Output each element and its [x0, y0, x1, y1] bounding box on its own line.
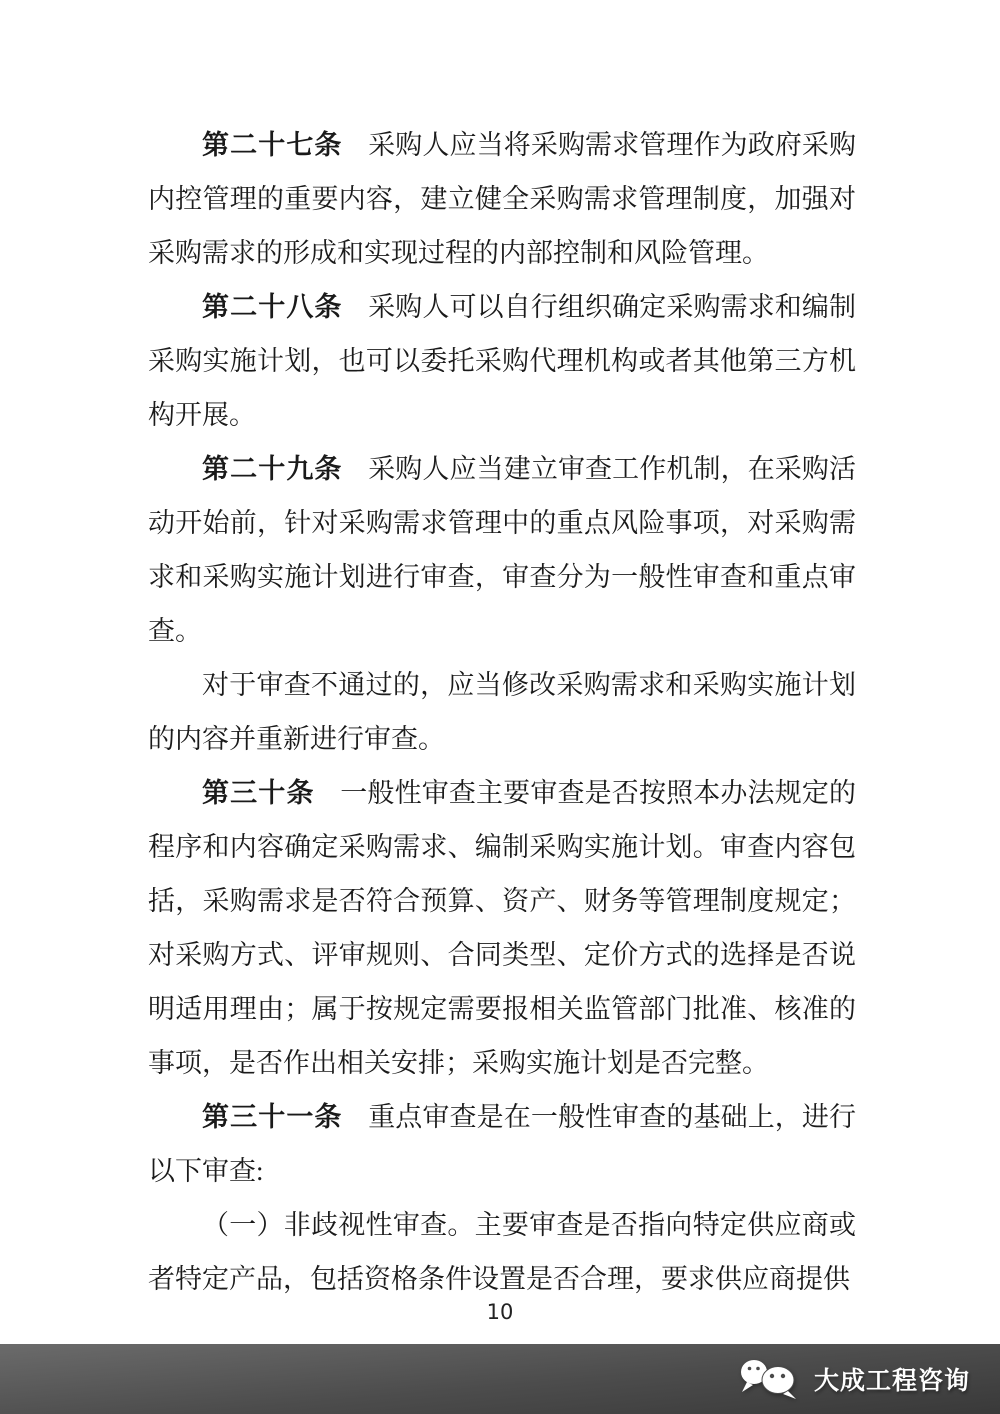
article-number: 第三十一条 — [202, 1102, 343, 1132]
article-number: 第二十九条 — [202, 454, 343, 484]
paragraph-article-30 — [148, 766, 856, 1090]
paragraph-text: 采购人应当建立审查工作机制，在采购活动开始前，针对采购需求管理中的重点风险事项，对采购需求和采购实施计划进行审查，审查分为一般性审查和重点审查。 — [148, 454, 857, 646]
document-body — [148, 118, 856, 1306]
paragraph-text: 采购人可以自行组织确定采购需求和编制采购实施计划，也可以委托采购代理机构或者其他第三方机构开展。 — [148, 292, 857, 430]
wechat-icon — [738, 1357, 804, 1401]
article-number: 第三十条 — [202, 778, 315, 808]
paragraph-review-failure — [148, 658, 856, 766]
article-number: 第二十七条 — [202, 130, 343, 160]
paragraph-article-27 — [148, 118, 856, 280]
paragraph-text: 重点审查是在一般性审查的基础上，进行以下审查: — [148, 1102, 857, 1186]
brand — [738, 1357, 970, 1401]
paragraph-text: （一）非歧视性审查。主要审查是否指向特定供应商或者特定产品，包括资格条件设置是否合理，要求供应商提供 — [148, 1210, 856, 1294]
paragraph-text: 一般性审查主要审查是否按照本办法规定的程序和内容确定采购需求、编制采购实施计划。审查内容包括，采购需求是否符合预算、资产、财务等管理制度规定；对采购方式、评审规则、合同类型、定价方式的选择是否说明适用理由；属于按规定需要报相关监管部门批准、核准的事项，是否作出相关安排；采购实施计划是否完整。 — [148, 778, 857, 1078]
brand-name: 大成工程咨询 — [813, 1368, 970, 1395]
page-number: 10 — [486, 1300, 514, 1324]
paragraph-article-29 — [148, 442, 856, 658]
paragraph-item-1 — [148, 1198, 856, 1306]
paragraph-text: 对于审查不通过的，应当修改采购需求和采购实施计划的内容并重新进行审查。 — [148, 670, 856, 754]
paragraph-text: 采购人应当将采购需求管理作为政府采购内控管理的重要内容，建立健全采购需求管理制度，加强对采购需求的形成和实现过程的内部控制和风险管理。 — [148, 130, 857, 268]
paragraph-article-28 — [148, 280, 856, 442]
paragraph-article-31 — [148, 1090, 856, 1198]
article-number: 第二十八条 — [202, 292, 343, 322]
footer-watermark-bar — [0, 1344, 1000, 1414]
